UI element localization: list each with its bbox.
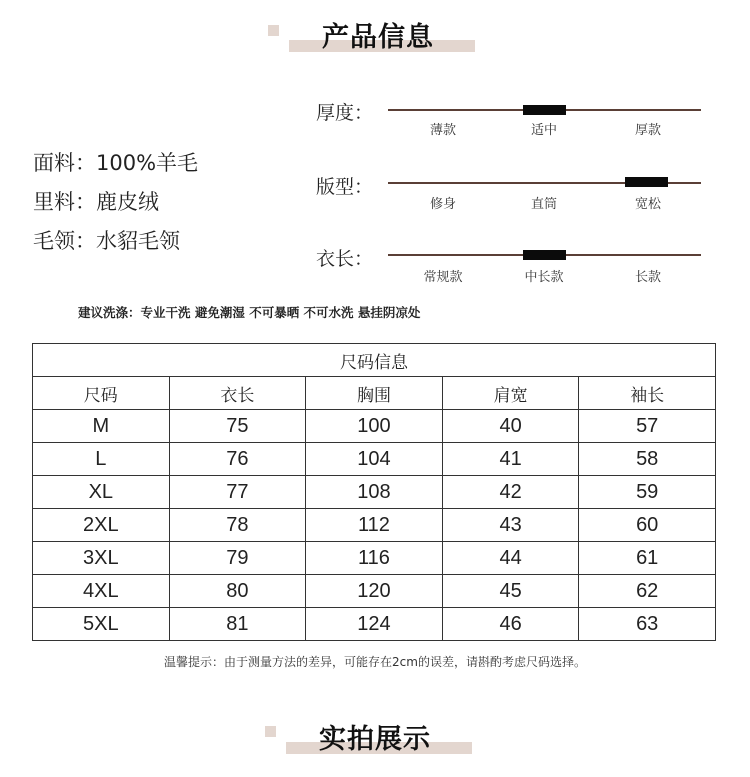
material-lining-value: 鹿皮绒: [96, 190, 159, 214]
material-fabric-value: 100%羊毛: [96, 151, 199, 175]
cell-chest: 124: [306, 608, 443, 641]
table-row: [33, 443, 716, 476]
cell-size: 2XL: [33, 509, 170, 542]
length-option-long: 长款: [634, 270, 661, 285]
table-row: [33, 542, 716, 575]
cell-chest: 120: [306, 575, 443, 608]
thickness-marker: [523, 105, 566, 115]
size-table-header-row: [33, 377, 716, 410]
material-collar-label: 毛领：: [33, 229, 96, 253]
cell-shoulder: 41: [442, 443, 579, 476]
length-option-mid-long: 中长款: [524, 270, 564, 285]
cell-length: 77: [169, 476, 306, 509]
cell-size: L: [33, 443, 170, 476]
cell-length: 80: [169, 575, 306, 608]
cell-length: 81: [169, 608, 306, 641]
cell-shoulder: 44: [442, 542, 579, 575]
cell-sleeve: 60: [579, 509, 716, 542]
material-collar-value: 水貂毛领: [96, 229, 180, 253]
fit-option-slim: 修身: [429, 197, 456, 212]
cell-chest: 104: [306, 443, 443, 476]
cell-size: XL: [33, 476, 170, 509]
heading-square-decoration: [268, 25, 279, 36]
header-chest: 胸围: [306, 377, 443, 410]
cell-shoulder: 40: [442, 410, 579, 443]
length-option-regular: 常规款: [423, 270, 463, 285]
length-marker: [523, 250, 566, 260]
material-fabric: [33, 147, 198, 177]
table-row: [33, 575, 716, 608]
cell-shoulder: 43: [442, 509, 579, 542]
cell-length: 78: [169, 509, 306, 542]
material-fabric-label: 面料：: [33, 151, 96, 175]
cell-shoulder: 45: [442, 575, 579, 608]
table-row: [33, 476, 716, 509]
cell-sleeve: 59: [579, 476, 716, 509]
material-lining-label: 里料：: [33, 190, 96, 214]
cell-size: 4XL: [33, 575, 170, 608]
care-instructions: 建议洗涤：专业干洗 避免潮湿 不可暴晒 不可水洗 悬挂阴凉处: [78, 305, 421, 320]
photo-section-title: 实拍展示: [319, 724, 431, 755]
thickness-option-medium: 适中: [530, 123, 557, 138]
product-info-title: 产品信息: [322, 22, 434, 53]
fit-label: 版型：: [316, 176, 374, 198]
cell-size: 3XL: [33, 542, 170, 575]
cell-chest: 112: [306, 509, 443, 542]
cell-shoulder: 42: [442, 476, 579, 509]
cell-size: M: [33, 410, 170, 443]
material-collar: [33, 225, 180, 255]
cell-sleeve: 57: [579, 410, 716, 443]
table-row: [33, 509, 716, 542]
fit-option-straight: 直筒: [530, 197, 557, 212]
size-table: [32, 343, 716, 641]
length-label: 衣长：: [316, 248, 374, 270]
header-size: 尺码: [33, 377, 170, 410]
fit-marker: [625, 177, 668, 187]
table-row: [33, 410, 716, 443]
cell-sleeve: 63: [579, 608, 716, 641]
cell-size: 5XL: [33, 608, 170, 641]
thickness-option-thick: 厚款: [634, 123, 661, 138]
cell-length: 79: [169, 542, 306, 575]
cell-sleeve: 62: [579, 575, 716, 608]
size-tip: 温馨提示：由于测量方法的差异，可能存在2cm的误差，请斟酌考虑尺码选择。: [164, 655, 586, 669]
cell-sleeve: 58: [579, 443, 716, 476]
heading-square-decoration: [265, 726, 276, 737]
cell-chest: 116: [306, 542, 443, 575]
header-length: 衣长: [169, 377, 306, 410]
size-table-caption: 尺码信息: [33, 344, 716, 377]
header-sleeve: 袖长: [579, 377, 716, 410]
thickness-option-thin: 薄款: [429, 123, 456, 138]
cell-sleeve: 61: [579, 542, 716, 575]
cell-length: 76: [169, 443, 306, 476]
cell-chest: 100: [306, 410, 443, 443]
cell-length: 75: [169, 410, 306, 443]
thickness-label: 厚度：: [316, 102, 374, 124]
material-lining: [33, 186, 159, 216]
cell-shoulder: 46: [442, 608, 579, 641]
fit-option-loose: 宽松: [634, 197, 661, 212]
table-row: [33, 608, 716, 641]
header-shoulder: 肩宽: [442, 377, 579, 410]
cell-chest: 108: [306, 476, 443, 509]
